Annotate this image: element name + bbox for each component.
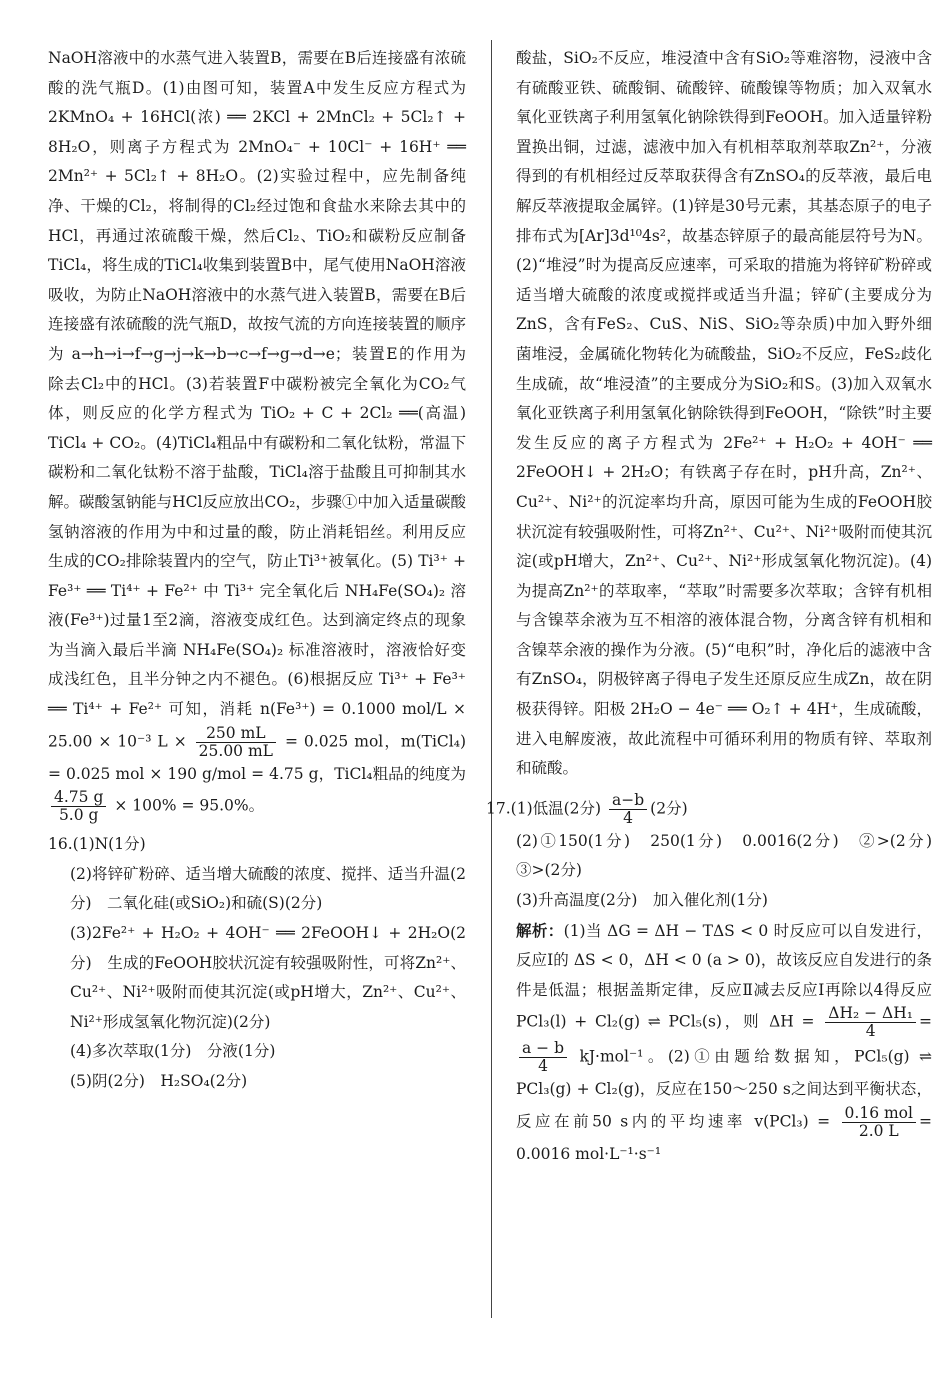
fraction-purity: $\frac{4.75 g}{5.0 g}$ [51, 789, 106, 824]
q17-answer-3: (3)升高温度(2分) 加入催化剂(1分) [516, 891, 768, 910]
q16-answer-2: (2)将锌矿粉碎、适当增大硫酸的浓度、搅拌、适当升温(2分) 二氧化硅(或SiO₂)和硫(S)(2分) [70, 864, 466, 913]
q15-explanation [48, 44, 466, 824]
q17-answer-1: 17.(1)低温(2分) $\frac{a-b}{4}$ (2分) [486, 790, 688, 827]
fraction-delta-h: $\frac{\text{ΔH₂ − ΔH₁}}{4}$ [825, 1005, 916, 1040]
q16-answer-3: (3)2Fe²⁺ + H₂O₂ + 4OH⁻ ══ 2FeOOH↓ + 2H₂O(2分) 生成的FeOOH胶状沉淀有较强吸附性，可将Zn²⁺、Cu²⁺、Ni²⁺吸附而使其沉淀(或pH增大，Zn²⁺、Cu²⁺、Ni²⁺形成氢氧化物沉淀)(2分) [70, 924, 466, 1031]
q17-number: 17. [486, 799, 511, 818]
fraction-a-b: $\frac{a - b}{4}$ [519, 1040, 567, 1075]
question-16-answers [48, 830, 466, 1096]
question-17-answers [486, 790, 948, 1170]
q16-answer-1: 16.(1)N(1分) [48, 835, 146, 854]
q16-number: 16. [48, 835, 73, 854]
fraction-rate: $\frac{\text{0.16 mol}}{2.0 L}$ [842, 1105, 916, 1140]
q16-answer-5: (5)阴(2分) H₂SO₄(2分) [70, 1072, 248, 1090]
q16-explanation: 酸盐，SiO₂不反应，堆浸渣中含有SiO₂等难溶物，浸液中含有硫酸亚铁、硫酸铜、硫酸锌、硫酸镍等物质；加入双氧水氧化亚铁离子利用氢氧化钠除铁得到FeOOH。加入适量锌粉置换出铜，过滤，滤液中加入有机相萃取剂萃取Zn²⁺，分液得到的有机相经过反萃取获得含有ZnSO₄的反萃液，最后电解反萃液提取金属锌。(1)锌是30号元素，其基态原子的电子排布式为[Ar]3d¹⁰4s²，故基态锌原子的最高能层符号为N。(2)“堆浸”时为提高反应速率，可采取的措施为将锌矿粉碎或适当增大硫酸的浓度或搅拌或适当升温；锌矿(主要成分为ZnS，含有FeS₂、CuS、NiS、SiO₂等杂质)中加入野外细菌堆浸，金属硫化物转化为硫酸盐，SiO₂不反应，FeS₂歧化生成硫，故“堆浸渣”的主要成分为SiO₂和S。(3)加入双氧水氧化亚铁离子利用氢氧化钠除铁得到FeOOH，“除铁”时主要发生反应的离子方程式为 2Fe²⁺ + H₂O₂ + 4OH⁻ ══ 2FeOOH↓ + 2H₂O；有铁离子存在时，pH升高，Zn²⁺、Cu²⁺、Ni²⁺的沉淀率均升高，原因可能为生成的FeOOH胶状沉淀有较强吸附性，可将Zn²⁺、Cu²⁺、Ni²⁺吸附而使其沉淀(或pH增大，Zn²⁺、Cu²⁺、Ni²⁺形成氢氧化物沉淀)。(4)为提高Zn²⁺的萃取率，“萃取”时需要多次萃取；含锌有机相与含镍萃余液为互不相溶的液体混合物，分离含锌有机相和含镍萃余液的操作为分液。(5)“电积”时，净化后的滤液中含有ZnSO₄，阴极锌离子得电子发生还原反应生成Zn，故在阴极获得锌。阳极 2H₂O − 4e⁻ ══ O₂↑ + 4H⁺，生成硫酸，进入电解废液，故此流程中可循环利用的物质有锌、萃取剂和硫酸。 [516, 49, 932, 778]
q17-answer-2: (2)①150(1分) 250(1分) 0.0016(2分) ②>(2分) ③>(2分) [516, 831, 948, 880]
right-column [486, 44, 948, 1170]
q15-explanation-tail: = 0.025 mol，m(TiCl₄) = 0.025 mol × 190 g/mol = 4.75 g，TiCl₄粗品的纯度为 [48, 732, 466, 783]
q15-explanation-text: NaOH溶液中的水蒸气进入装置B，需要在B后连接盛有浓硫酸的洗气瓶D。(1)由图可知，装置A中发生反应方程式为 2KMnO₄ + 16HCl(浓) ══ 2KCl + 2MnCl₂ + 5Cl₂↑ + 8H₂O，则离子方程式为 2MnO₄⁻ + 10Cl⁻ + 16H⁺ ══ 2Mn²⁺ + 5Cl₂↑ + 8H₂O。(2)实验过程中，应先制备纯净、干燥的Cl₂，将制得的Cl₂经过饱和食盐水来除去其中的HCl，再通过浓硫酸干燥，然后Cl₂、TiO₂和碳粉反应制备TiCl₄，将生成的TiCl₄收集到装置B中，尾气使用NaOH溶液吸收，为防止NaOH溶液中的水蒸气进入装置B，需要在B后连接盛有浓硫酸的洗气瓶D，故按气流的方向连接装置的顺序为 a→h→i→f→g→j→k→b→c→f→g→d→e；装置E的作用为除去Cl₂中的HCl。(3)若装置F中碳粉被完全氧化为CO₂气体，则反应的化学方程式为 TiO₂ + C + 2Cl₂ ══(高温) TiCl₄ + CO₂。(4)TiCl₄粗品中有碳粉和二氧化钛粉，常温下碳粉和二氧化钛粉不溶于盐酸，TiCl₄溶于盐酸且可抑制其水解。碳酸氢钠能与HCl反应放出CO₂，步骤①中加入适量碳酸氢钠溶液的作用为中和过量的酸，防止消耗铝丝。利用反应生成的CO₂排除装置内的空气，防止Ti³⁺被氧化。(5) Ti³⁺ + Fe³⁺ ══ Ti⁴⁺ + Fe²⁺ 中 Ti³⁺ 完全氧化后 NH₄Fe(SO₄)₂ 溶液(Fe³⁺)过量1至2滴，溶液变成红色。达到滴定终点的现象为当滴入最后半滴 NH₄Fe(SO₄)₂ 标准溶液时，溶液恰好变成浅红色，且半分钟之内不褪色。(6)根据反应 Ti³⁺ + Fe³⁺ ══ Ti⁴⁺ + Fe²⁺ 可知，消耗 n(Fe³⁺) = 0.1000 mol/L × 25.00 × 10⁻³ L × [48, 49, 466, 751]
left-column [48, 44, 466, 1097]
fraction-volume-ratio: $\frac{250 mL}{25.00 mL}$ [196, 725, 276, 760]
q16-answer-4: (4)多次萃取(1分) 分液(1分) [70, 1042, 276, 1061]
page-bottom-crop [0, 1318, 950, 1393]
fraction-a-minus-b: $\frac{a-b}{4}$ [609, 792, 647, 827]
explanation-label: 解析： [516, 920, 564, 940]
q15-explanation-end: × 100% = 95.0%。 [114, 796, 265, 815]
q17-explanation: 解析：(1)当 ΔG = ΔH − TΔS < 0 时反应可以自发进行，反应Ⅰ的 ΔS < 0，ΔH < 0 (a > 0)，故该反应自发进行的条件是低温；根据盖斯定律，反应Ⅱ减去反应Ⅰ再除以4得反应 PCl₃(l) + Cl₂(g) ⇌ PCl₅(s)，则 ΔH = $\frac{\text{ΔH₂ − ΔH₁}}{4}$ = $\frac{a - b}{4}$ kJ·mol⁻¹。(2)①由题给数据知，PCl₅(g) ⇌ PCl₃(g) + Cl₂(g)，反应在150～250 s之间达到平衡状态，反应在前50 s内的平均速率 v(PCl₃) = $\frac{\text{0.16 mol}}{2.0 L}$ = 0.0016 mol·L⁻¹·s⁻¹ [516, 920, 932, 1163]
